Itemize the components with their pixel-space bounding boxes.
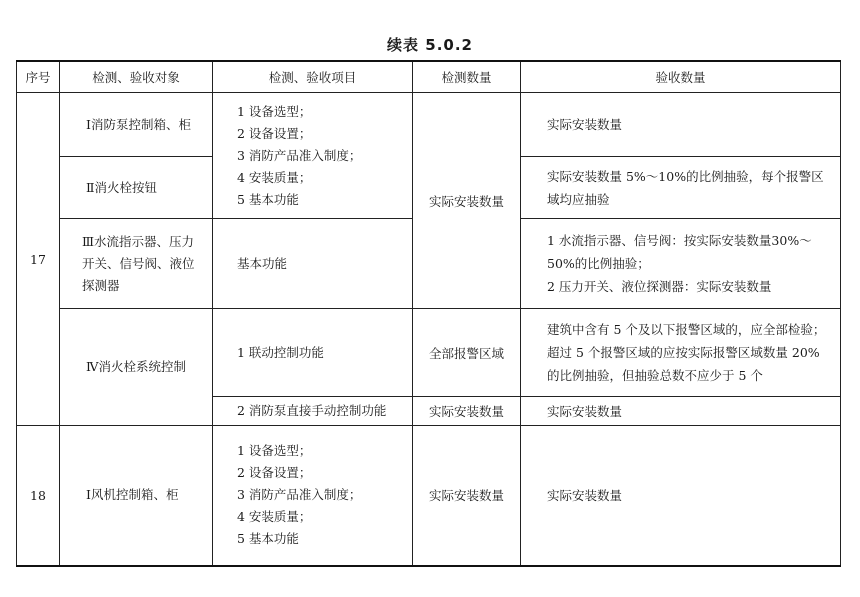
header-quantity: 检测数量: [413, 61, 521, 93]
header-object: 检测、验收对象: [60, 61, 213, 93]
items-cell: 基本功能: [213, 219, 413, 309]
acceptance-cell: 实际安装数量 5%～10%的比例抽验，每个报警区域均应抽验: [521, 157, 841, 219]
item-line: 4 安装质量；: [237, 509, 312, 525]
quantity-cell: 实际安装数量: [413, 93, 521, 309]
header-acceptance: 验收数量: [521, 61, 841, 93]
items-cell: [213, 426, 413, 566]
item-line: 5 基本功能: [237, 191, 299, 207]
acceptance-cell: 建筑中含有 5 个及以下报警区域的，应全部检验；超过 5 个报警区域的应按实际报警区域数量 20%的比例抽验，但抽验总数不应少于 5 个: [521, 309, 841, 397]
item-line: 1 设备选型；: [237, 103, 312, 119]
item-line: 2 设备设置；: [237, 465, 312, 481]
object-cell: Ⅰ消防泵控制箱、柜: [60, 93, 213, 157]
header-row: [17, 61, 841, 93]
acceptance-cell: 实际安装数量: [521, 426, 841, 566]
item-line: 3 消防产品准入制度；: [237, 487, 362, 503]
header-seq: 序号: [17, 61, 60, 93]
object-cell: Ⅲ水流指示器、压力开关、信号阀、液位探测器: [60, 219, 213, 309]
table-row: [17, 309, 841, 397]
item-line: 3 消防产品准入制度；: [237, 147, 362, 163]
acceptance-cell: 实际安装数量: [521, 93, 841, 157]
table-title: 续表 5.0.2: [387, 36, 473, 54]
item-line: 5 基本功能: [237, 531, 299, 547]
table-row: [17, 426, 841, 566]
acceptance-line: 2 压力开关、液位探测器：实际安装数量: [547, 279, 772, 294]
table-row: [17, 93, 841, 157]
acceptance-line: 1 水流指示器、信号阀：按实际安装数量30%～50%的比例抽验；: [547, 233, 812, 271]
object-cell: Ⅳ消火栓系统控制: [60, 309, 213, 426]
acceptance-cell: [521, 219, 841, 309]
quantity-cell: 全部报警区域: [413, 309, 521, 397]
object-cell: Ⅰ风机控制箱、柜: [60, 426, 213, 566]
seq-cell: 18: [17, 426, 60, 566]
header-items: 检测、验收项目: [213, 61, 413, 93]
item-line: 2 设备设置；: [237, 125, 312, 141]
items-cell: 2 消防泵直接手动控制功能: [213, 397, 413, 426]
quantity-cell: 实际安装数量: [413, 397, 521, 426]
quantity-cell: 实际安装数量: [413, 426, 521, 566]
seq-cell: 17: [17, 93, 60, 426]
item-line: 4 安装质量；: [237, 169, 312, 185]
inspection-table: [16, 60, 841, 567]
item-line: 1 设备选型；: [237, 443, 312, 459]
items-cell: 1 联动控制功能: [213, 309, 413, 397]
object-cell: Ⅱ消火栓按钮: [60, 157, 213, 219]
acceptance-cell: 实际安装数量: [521, 397, 841, 426]
items-cell: [213, 93, 413, 219]
